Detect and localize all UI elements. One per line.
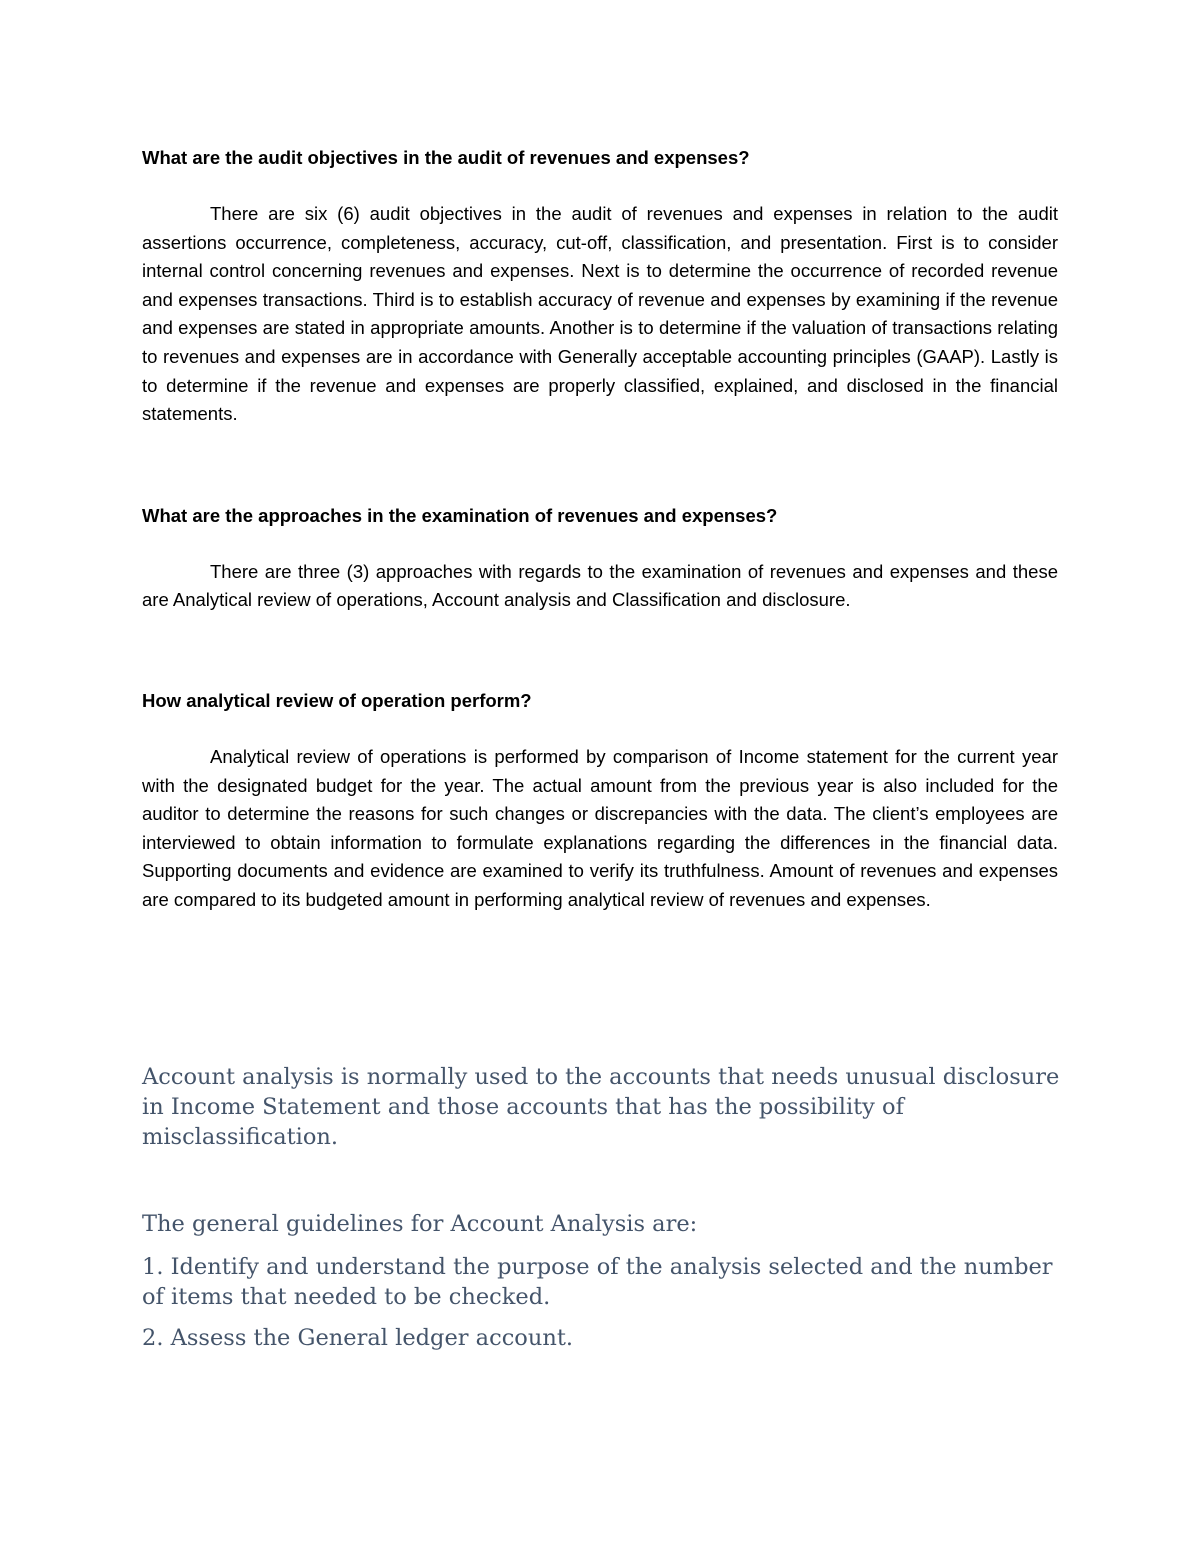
section-paragraph-analytical-review: Analytical review of operations is performed by comparison of Income statement for the current year with the designated budget for the year. The actual amount from the previous year is also included for the auditor to determine the reasons for such changes or discrepancies with the data. The client’s employees are interviewed to obtain information to formulate explanations regarding the differences in the financial data. Supporting documents and evidence are examined to verify its truthfulness. Amount of revenues and expenses are compared to its budgeted amount in performing analytical review of revenues and expenses. bbox=[142, 745, 1058, 910]
guideline-item-2: 2. Assess the General ledger account. bbox=[142, 1325, 574, 1351]
section-heading-audit-objectives: What are the audit objectives in the audit of revenues and expenses? bbox=[142, 147, 750, 168]
section-heading-analytical-review: How analytical review of operation perform? bbox=[142, 689, 532, 711]
section-paragraph-approaches: There are three (3) approaches with regards to the examination of revenues and expenses and these are Analytical review of operations, Account analysis and Classification and disclosure. bbox=[142, 560, 1058, 611]
guidelines-title: The general guidelines for Account Analysis are: bbox=[142, 1211, 698, 1237]
document-body bbox=[142, 143, 1058, 915]
section-heading-approaches: What are the approaches in the examination of revenues and expenses? bbox=[142, 504, 778, 526]
section-paragraph-audit-objectives: There are six (6) audit objectives in the audit of revenues and expenses in relation to the audit assertions occurrence, completeness, accuracy, cut-off, classification, and presentation. First is to consider internal control concerning revenues and expenses. Next is to determine the occurrence of recorded revenue and expenses transactions. Third is to establish accuracy of revenue and expenses by examining if the revenue and expenses are stated in appropriate amounts. Another is to determine if the valuation of transactions relating to revenues and expenses are in accordance with Generally acceptable accounting principles (GAAP). Lastly is to determine if the revenue and expenses are properly classified, explained, and disclosed in the financial statements. bbox=[142, 203, 1058, 425]
guideline-item-1: 1. Identify and understand the purpose of the analysis selected and the number of items that needed to be checked. bbox=[142, 1254, 1053, 1310]
account-analysis-intro: Account analysis is normally used to the accounts that needs unusual disclosure in Income Statement and those accounts that has the possibility of misclassification. bbox=[142, 1064, 1060, 1150]
